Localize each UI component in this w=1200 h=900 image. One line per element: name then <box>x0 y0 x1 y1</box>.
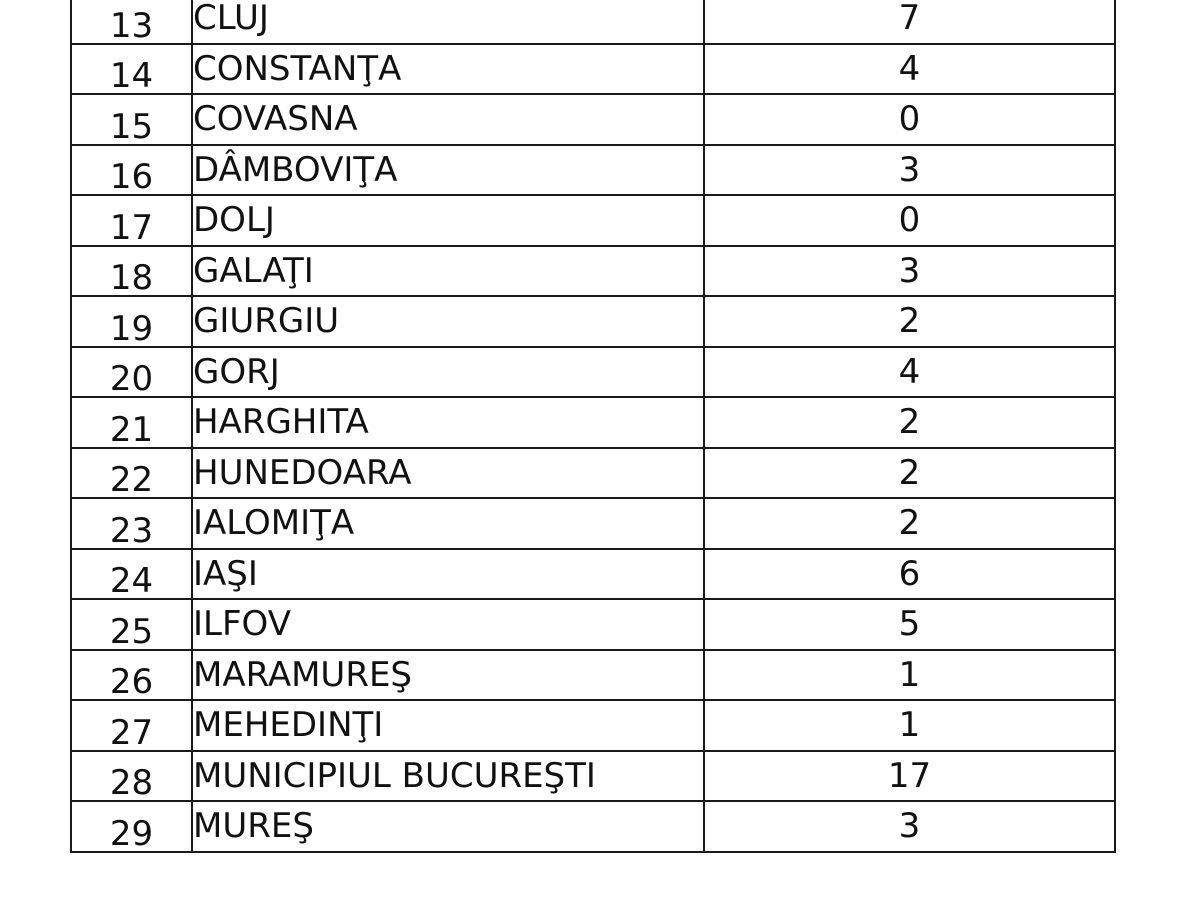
row-number-cell <box>71 347 192 398</box>
table-row <box>71 44 1115 95</box>
county-name-cell <box>192 498 704 549</box>
table-row <box>71 246 1115 297</box>
count-text: 7 <box>898 0 921 39</box>
count-cell <box>704 448 1115 499</box>
row-number-text: 13 <box>109 5 154 46</box>
county-name-cell <box>192 347 704 398</box>
count-cell <box>704 246 1115 297</box>
table-row <box>71 448 1115 499</box>
row-number-text: 26 <box>109 662 154 702</box>
county-name-text: MARAMUREŞ <box>193 654 413 695</box>
table-row <box>71 145 1115 196</box>
county-name-text: HUNEDOARA <box>193 452 412 493</box>
county-name-cell <box>192 650 704 701</box>
row-number-cell <box>71 296 192 347</box>
county-name-cell <box>192 549 704 600</box>
row-number-cell <box>71 0 192 44</box>
count-text: 1 <box>898 654 921 695</box>
count-cell <box>704 0 1115 44</box>
county-name-text: CONSTANŢA <box>193 48 402 89</box>
county-table <box>70 0 1116 853</box>
row-number-text: 15 <box>109 106 154 147</box>
row-number-text: 24 <box>109 561 154 601</box>
table-row <box>71 195 1115 246</box>
row-number-text: 19 <box>109 308 154 349</box>
count-text: 4 <box>898 351 921 392</box>
county-name-cell <box>192 397 704 448</box>
row-number-text: 16 <box>109 157 154 197</box>
table-row <box>71 650 1115 701</box>
county-name-cell <box>192 599 704 650</box>
count-text: 2 <box>898 402 921 443</box>
count-cell <box>704 195 1115 246</box>
count-text: 2 <box>898 452 921 493</box>
table-row <box>71 296 1115 347</box>
count-text: 3 <box>898 149 921 190</box>
count-text: 2 <box>898 503 921 544</box>
row-number-cell <box>71 246 192 297</box>
county-name-cell <box>192 751 704 802</box>
county-name-cell <box>192 145 704 196</box>
county-name-text: DÂMBOVIŢA <box>193 149 398 190</box>
county-name-text: GORJ <box>193 351 280 392</box>
count-cell <box>704 751 1115 802</box>
row-number-text: 20 <box>109 359 154 399</box>
county-name-text: GALAŢI <box>193 250 314 291</box>
table-row <box>71 347 1115 398</box>
county-name-text: MUNICIPIUL BUCUREŞTI <box>193 755 596 796</box>
county-name-cell <box>192 448 704 499</box>
count-cell <box>704 397 1115 448</box>
table-row <box>71 397 1115 448</box>
row-number-cell <box>71 751 192 802</box>
county-name-cell <box>192 44 704 95</box>
count-cell <box>704 801 1115 852</box>
table-row <box>71 751 1115 802</box>
table-row <box>71 0 1115 44</box>
county-name-text: CLUJ <box>193 0 269 39</box>
county-name-cell <box>192 94 704 145</box>
row-number-text: 23 <box>109 510 154 551</box>
county-name-text: DOLJ <box>193 200 275 241</box>
row-number-cell <box>71 801 192 852</box>
count-text: 3 <box>898 250 921 291</box>
count-text: 0 <box>898 99 921 140</box>
row-number-cell <box>71 44 192 95</box>
count-text: 1 <box>898 705 921 746</box>
row-number-cell <box>71 195 192 246</box>
count-cell <box>704 650 1115 701</box>
county-name-text: IALOMIŢA <box>193 503 355 544</box>
row-number-text: 18 <box>109 258 154 298</box>
county-name-cell <box>192 0 704 44</box>
row-number-cell <box>71 650 192 701</box>
count-cell <box>704 94 1115 145</box>
row-number-text: 27 <box>109 712 154 753</box>
row-number-cell <box>71 94 192 145</box>
table-row <box>71 498 1115 549</box>
table-row <box>71 801 1115 852</box>
count-cell <box>704 44 1115 95</box>
county-name-text: COVASNA <box>193 99 358 140</box>
count-text: 5 <box>898 604 921 645</box>
count-cell <box>704 296 1115 347</box>
count-cell <box>704 549 1115 600</box>
count-cell <box>704 599 1115 650</box>
county-name-text: HARGHITA <box>193 402 369 443</box>
county-name-text: GIURGIU <box>193 301 340 342</box>
row-number-cell <box>71 145 192 196</box>
table-row <box>71 94 1115 145</box>
count-cell <box>704 700 1115 751</box>
county-name-text: ILFOV <box>193 604 291 645</box>
row-number-text: 22 <box>109 460 154 500</box>
row-number-text: 25 <box>109 611 154 652</box>
row-number-cell <box>71 397 192 448</box>
table-row <box>71 549 1115 600</box>
table-body <box>71 0 1115 852</box>
count-cell <box>704 347 1115 398</box>
row-number-cell <box>71 448 192 499</box>
county-name-text: MEHEDINŢI <box>193 705 384 746</box>
count-text: 2 <box>898 301 921 342</box>
count-cell <box>704 498 1115 549</box>
row-number-text: 21 <box>109 409 154 450</box>
count-text: 4 <box>898 48 921 89</box>
count-text: 0 <box>898 200 921 241</box>
county-name-cell <box>192 246 704 297</box>
row-number-text: 29 <box>109 813 154 854</box>
row-number-text: 17 <box>109 207 154 248</box>
count-text: 3 <box>898 806 921 847</box>
county-name-cell <box>192 801 704 852</box>
table-row <box>71 599 1115 650</box>
county-name-text: MUREŞ <box>193 806 314 847</box>
count-text: 6 <box>898 553 921 594</box>
county-name-cell <box>192 195 704 246</box>
row-number-cell <box>71 549 192 600</box>
county-name-text: IAŞI <box>193 553 258 594</box>
county-name-cell <box>192 296 704 347</box>
count-text: 17 <box>887 755 932 796</box>
row-number-cell <box>71 700 192 751</box>
county-name-cell <box>192 700 704 751</box>
count-cell <box>704 145 1115 196</box>
table-row <box>71 700 1115 751</box>
row-number-cell <box>71 599 192 650</box>
row-number-text: 28 <box>109 763 154 803</box>
row-number-text: 14 <box>109 56 154 96</box>
row-number-cell <box>71 498 192 549</box>
